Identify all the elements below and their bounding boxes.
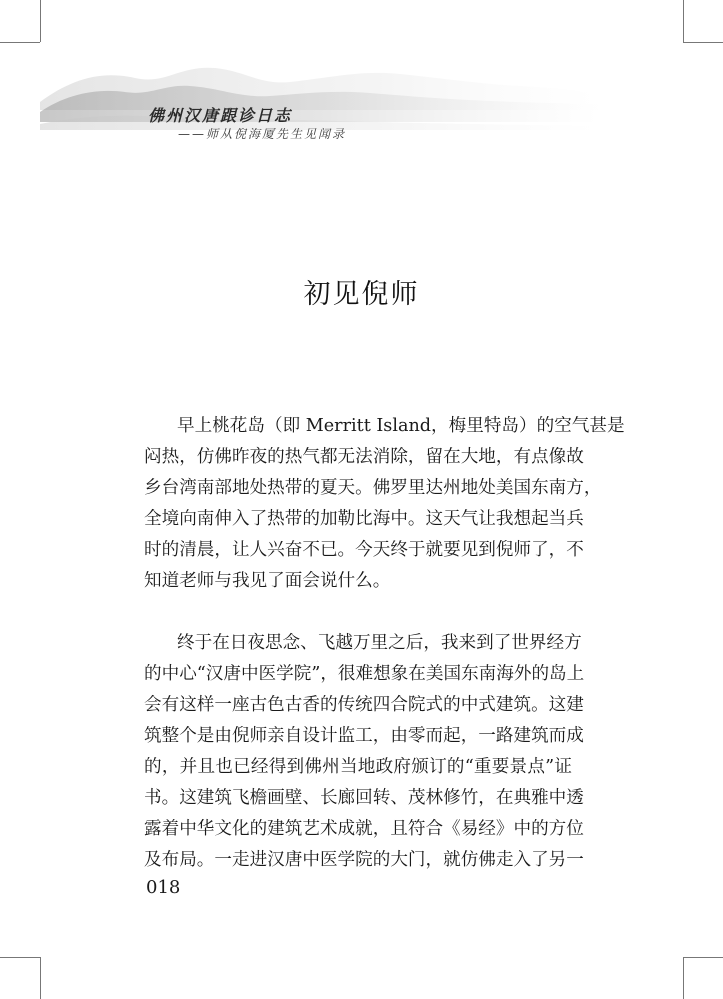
crop-mark-top-right-v (683, 0, 684, 42)
text-line: 时的清晨，让人兴奋不已。今天终于就要见到倪师了，不 (144, 540, 584, 560)
crop-mark-top-left-v (40, 0, 41, 42)
crop-mark-bottom-right-h (683, 957, 723, 958)
text-line: 知道老师与我见了面会说什么。 (144, 571, 391, 591)
page-number: 018 (146, 877, 181, 898)
text-line: 终于在日夜思念、飞越万里之后，我来到了世界经方 (177, 633, 582, 653)
running-header-title: 佛州汉唐跟诊日志 (148, 106, 293, 125)
text-line: 闷热，仿佛昨夜的热气都无法消除，留在大地，有点像故 (144, 447, 584, 467)
running-header-subtitle: ——师从倪海厦先生见闻录 (178, 127, 347, 141)
text-line: 筑整个是由倪师亲自设计监工，由零而起，一路建筑而成 (144, 726, 584, 746)
text-line: 及布局。一走进汉唐中医学院的大门，就仿佛走入了另一 (144, 850, 584, 870)
paragraph-spacer (144, 597, 572, 628)
text-line: 会有这样一座古色古香的传统四合院式的中式建筑。这建 (144, 695, 584, 715)
crop-mark-bottom-left-v (40, 957, 41, 999)
text-line: 书。这建筑飞檐画壁、长廊回转、茂林修竹，在典雅中透 (144, 788, 584, 808)
text-line: 露着中华文化的建筑艺术成就，且符合《易经》中的方位 (144, 819, 584, 839)
crop-mark-bottom-right-v (683, 957, 684, 999)
text-line: 乡台湾南部地处热带的夏天。佛罗里达州地处美国东南方， (144, 478, 602, 498)
text-line: 全境向南伸入了热带的加勒比海中。这天气让我想起当兵 (144, 509, 584, 529)
crop-mark-bottom-left-h (0, 957, 40, 958)
text-line: 的中心“汉唐中医学院”，很难想象在美国东南海外的岛上 (144, 664, 585, 684)
chapter-title: 初见倪师 (303, 279, 420, 310)
crop-mark-top-left-h (0, 42, 40, 43)
body-text (144, 411, 625, 876)
paragraph (144, 411, 625, 597)
text-line: 的，并且也已经得到佛州当地政府颁订的“重要景点”证 (144, 757, 572, 777)
crop-mark-top-right-h (683, 42, 723, 43)
text-line: 早上桃花岛（即 Merritt Island，梅里特岛）的空气甚是 (177, 416, 625, 436)
paragraph (144, 628, 585, 876)
